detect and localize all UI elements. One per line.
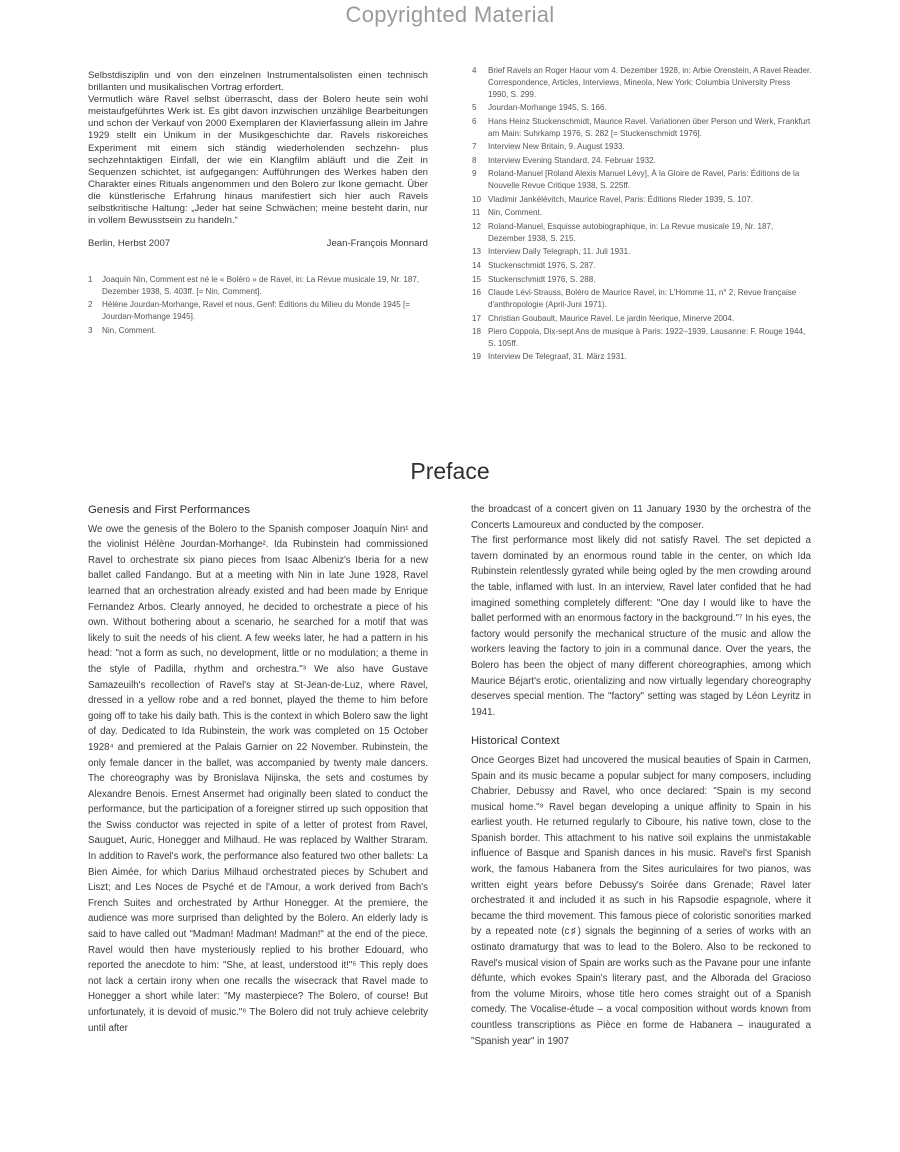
- footnote-number: 18: [472, 327, 482, 337]
- footnote: [472, 141, 812, 153]
- footnote: [472, 260, 812, 272]
- footnote-text: Nin, Comment.: [488, 208, 542, 218]
- footnote-number: 8: [472, 155, 477, 165]
- footnote: [472, 326, 812, 350]
- preface-paragraph: We owe the genesis of the Bolero to the Spanish composer Joaquín Nin¹ and the violinist Hélène Jourdan-Morhange². Ida Rubinstein had commissioned Ravel to orchestrate six piano pieces from Isaac Albeniz's Iberia for a new ballet called Fandango. But at a meeting with Nin in late June 1928, Ravel learned that an orchestration already existed and had been made by Enrique Fernandez Arbos. Clearly annoyed, he decided to orchestrate a piece of his own. Without bothering about a scenario, he searched for a motif that was likely to suit the needs of his client. A few weeks later, he had a pattern in his head: "not a form as such, no development, little or no modulation; a theme in the style of Padilla, rhythm and orchestra."³ We also have Gustave Samazeuilh's recollection of Ravel's stay at St-Jean-de-Luz, where Ravel, dressed in a yellow robe and a red bonnet, played the theme to him before going off to take his daily bath. This is the context in which Bolero saw the light of day. Dedicated to Ida Rubinstein, the work was completed on 15 October 1928⁴ and premiered at the Palais Garnier on 22 November. Rubinstein, the only female dancer in the ballet, was accompanied by twenty male dancers. The choreography was by Bronislava Nijinska, the sets and costumes by Alexandre Benois. Ernest Ansermet had originally been slated to conduct the performance, but the participation of a foreigner stirred up such opposition that the Swiss conductor was rejected in spite of a letter of protest from Ravel, Sauguet, Auric, Honegger and Milhaud. He was replaced by Walther Straram. In addition to Ravel's work, the performance also featured two other ballets: La Bien Aimée, for which Darius Milhaud orchestrated pieces by Schubert and Liszt; and Les Noces de Psyché et de l'Amour, a work derived from Bach's French Suites and orchestrated by Arthur Honegger. At the premiere, the audience was more surprised than delighted by the Bolero. An elderly lady is said to have called out "Madman! Madman! Madman!" at the end of the piece. Ravel would then have mysteriously replied to his brother Edouard, who reported the anecdote to him: "She, at least, understood it!"⁵ This reply does not lack a certain irony when one recalls the wisecrack that Ravel made to Honegger a short while later: "My masterpiece? The Bolero, of course! But unfortunately, it is devoid of music."⁶ The Bolero did not truly achieve celebrity until after: [88, 523, 428, 1034]
- footnote-text: Hans Heinz Stuckenschmidt, Maurice Ravel. Variationen über Person und Werk, Frankfurt am Main: Suhrkamp 1976, S. 282 [= Stuckenschmidt 1976].: [488, 116, 811, 138]
- footnote: [88, 274, 428, 298]
- footnote-text: Piero Coppola, Dix-sept Ans de musique à Paris: 1922–1939, Lausanne: F. Rouge 1944, S. 105ff.: [488, 327, 806, 348]
- section-heading-genesis: Genesis and First Performances: [88, 504, 250, 516]
- footnote: [472, 194, 812, 206]
- footnote: [472, 65, 812, 100]
- footnote-number: 6: [472, 116, 477, 126]
- footnote-text: Brief Ravels an Roger Haour vom 4. Dezember 1928, in: Arbie Orenstein, A Ravel Reader. Correspondence, Articles, Interviews, Mineola, New York: Columbia University Press 1990, S. 299.: [488, 66, 812, 99]
- german-paragraph-1: Selbstdisziplin und von den einzelnen Instrumentalsolisten einen technisch brillanten und musikalischen Vortrag erfordert.: [88, 70, 428, 94]
- footnote-number: 12: [472, 221, 482, 231]
- footnote-text: Hélène Jourdan-Morhange, Ravel et nous, Genf: Éditions du Milieu du Monde 1945 [= Jourdan-Morhange 1945].: [102, 300, 410, 322]
- footnote-text: Roland-Manuel [Roland Alexis Manuel Lévy], À la Gloire de Ravel, Paris: Éditions de la Nouvelle Revue Critique 1938, S. 225ff.: [488, 169, 800, 191]
- footnote: [88, 325, 428, 337]
- footnote-number: 13: [472, 247, 482, 257]
- footnote-number: 10: [472, 194, 482, 204]
- footnote: [472, 102, 812, 114]
- footnote-text: Joaquín Nin, Comment est né le « Boléro » de Ravel, in: La Revue musicale 19, Nr. 187, Dezember 1938, S. 403ff. [= Nin, Comment].: [102, 275, 420, 297]
- footnote-number: 3: [88, 325, 93, 335]
- footnotes-left: [88, 274, 428, 336]
- footnote: [472, 155, 812, 167]
- footnote: [472, 313, 812, 325]
- footnote: [472, 351, 812, 363]
- footnote-number: 11: [472, 208, 481, 218]
- copyright-watermark: Copyrighted Material: [345, 2, 555, 27]
- german-text-column: [88, 70, 428, 338]
- footnote: [472, 246, 812, 258]
- preface-right-column: [471, 502, 811, 1049]
- section-heading-historical-context: Historical Context: [471, 735, 560, 748]
- preface-left-column: [88, 503, 428, 1036]
- footnote-number: 16: [472, 288, 482, 298]
- footnote-number: 19: [472, 352, 482, 362]
- signature-line: [88, 238, 428, 250]
- footnote: [472, 287, 812, 311]
- german-paragraph-2: Vermutlich wäre Ravel selbst überrascht, dass der Bolero heute sein wohl meistaufgeführtes Werk ist. Es gibt davon inzwischen unzählige Bearbeitungen und schon der Verkauf von 2000 Exemplaren der Klavierfassung allein im Jahre 1929 stellt ein Unikum in der Musikgeschichte dar. Ravels riskoreiches Experiment mit einem sich ständig wiederholenden sechzehn- plus sechzehntaktigen Einfall, der wie ein Klangfilm abläuft und die Zeit in Sequenzen schichtet, ist aufgegangen: Aufführungen des Werkes haben den Charakter eines Rituals angenommen und den Bolero zur Ikone gemacht. Über die künstlerische Erfahrung hinaus manifestiert sich hier auch Ravels selbstkritische Haltung: „Jeder hat seine Schwächen; meine besteht darin, nur in vollem Bewusstsein zu handeln.“: [88, 94, 428, 227]
- footnote: [472, 207, 812, 219]
- place-date: Berlin, Herbst 2007: [88, 238, 171, 250]
- page-title: Preface: [410, 458, 490, 484]
- footnote: [88, 299, 428, 323]
- footnote: [472, 221, 812, 245]
- preface-paragraph: the broadcast of a concert given on 11 January 1930 by the orchestra of the Concerts Lamoureux and conducted by the composer.: [471, 504, 811, 531]
- author-name: Jean-François Monnard: [326, 238, 428, 250]
- footnote: [472, 274, 812, 286]
- footnote-number: 4: [472, 66, 477, 75]
- footnote-number: 9: [472, 169, 477, 179]
- footnote-text: Roland-Manuel, Esquisse autobiographique, in: La Revue musicale 19, Nr. 187, Dezember 1938, S. 215.: [488, 221, 774, 243]
- preface-paragraph: The first performance most likely did not satisfy Ravel. The set depicted a tavern dominated by an enormous round table in the center, on which Ida Rubinstein relentlessly gyrated while being ogled by the men crowding around the table, inflamed with lust. In an interview, Ravel later confided that he had imagined something completely different: "One day I would like to have the ballet performed with an enormous factory in the background."⁷ In his eyes, the factory would personify the mechanical structure of the music and allow the workers leaving the factory to join in a communal dance. Over the years, the Bolero has been the object of many different choreographies, among which Maurice Béjart's erotic, orientalizing and now virtually legendary choreography deserves special mention. The "factory" setting was staged by Léon Leyritz in 1941.: [471, 535, 811, 718]
- preface-paragraph: Once Georges Bizet had uncovered the musical beauties of Spain in Carmen, Spain and its music became a popular subject for many composers, including Chabrier, Debussy and Ravel, who once declared: "Spain is my second musical home."⁸ Ravel began developing a unique affinity to Spain in his earliest youth. He returned regularly to Ciboure, his native town, close to the Spanish border. This attachment to his native soil explains the unmistakable influence of Basque and Spanish dances in his music. Ravel's first Spanish work, the famous Habanera from the Sites auriculaires for two pianos, was written eight years before Debussy's Soirée dans Grenade; Ravel later orchestrated it and included it as such in his Rapsodie espagnole, where it became the third movement. This famous piece of coloristic sonorities marked by a repeated note (c♯) signals the beginning of a series of works with an ostinato dramaturgy that was to lead to the Bolero. Also to be reckoned to Ravel's musical vision of Spain are works such as the Pavane pour une infante défunte, which evokes Spain's literary past, and the Alborada del Gracioso from the volume Miroirs, whose title hero comes straight out of a Spanish comedy. The Vocalise-étude – a vocal composition without words known from countless transcriptions as Pièce en forme de Habanera – inaugurated a "Spanish year" in 1907: [471, 754, 811, 1047]
- footnote-text: Interview Evening Standard, 24. Februar 1932.: [488, 155, 656, 165]
- footnote-text: Interview Daily Telegraph, 11. Juli 1931.: [488, 247, 631, 257]
- footnote-text: Interview De Telegraaf, 31. März 1931.: [488, 352, 627, 362]
- footnote: [472, 116, 812, 140]
- footnotes-right: [472, 65, 812, 365]
- footnote-number: 1: [88, 275, 93, 285]
- footnote-number: 15: [472, 274, 482, 284]
- footnote-number: 2: [88, 300, 93, 310]
- footnote-number: 5: [472, 103, 477, 113]
- footnote: [472, 168, 812, 192]
- footnote-number: 17: [472, 313, 482, 323]
- footnote-number: 7: [472, 142, 477, 152]
- footnote-text: Interview New Britain, 9. August 1933.: [488, 142, 625, 152]
- footnote-text: Vladimir Jankélévitch, Maurice Ravel, Paris: Éditions Rieder 1939, S. 107.: [488, 194, 753, 204]
- footnote-text: Jourdan-Morhange 1945, S. 166.: [488, 103, 607, 113]
- footnote-text: Claude Lévi-Strauss, Boléro de Maurice Ravel, in: L'Homme 11, n° 2, Revue française d'anthropologie (April-Juni 1971).: [488, 288, 797, 309]
- footnote-text: Stuckenschmidt 1976, S. 288.: [488, 274, 596, 284]
- footnote-text: Nin, Comment.: [102, 325, 156, 335]
- footnote-text: Christian Goubault, Maurice Ravel. Le jardin féerique, Minerve 2004.: [488, 313, 735, 323]
- footnote-text: Stuckenschmidt 1976, S. 287.: [488, 260, 596, 270]
- footnote-number: 14: [472, 260, 482, 270]
